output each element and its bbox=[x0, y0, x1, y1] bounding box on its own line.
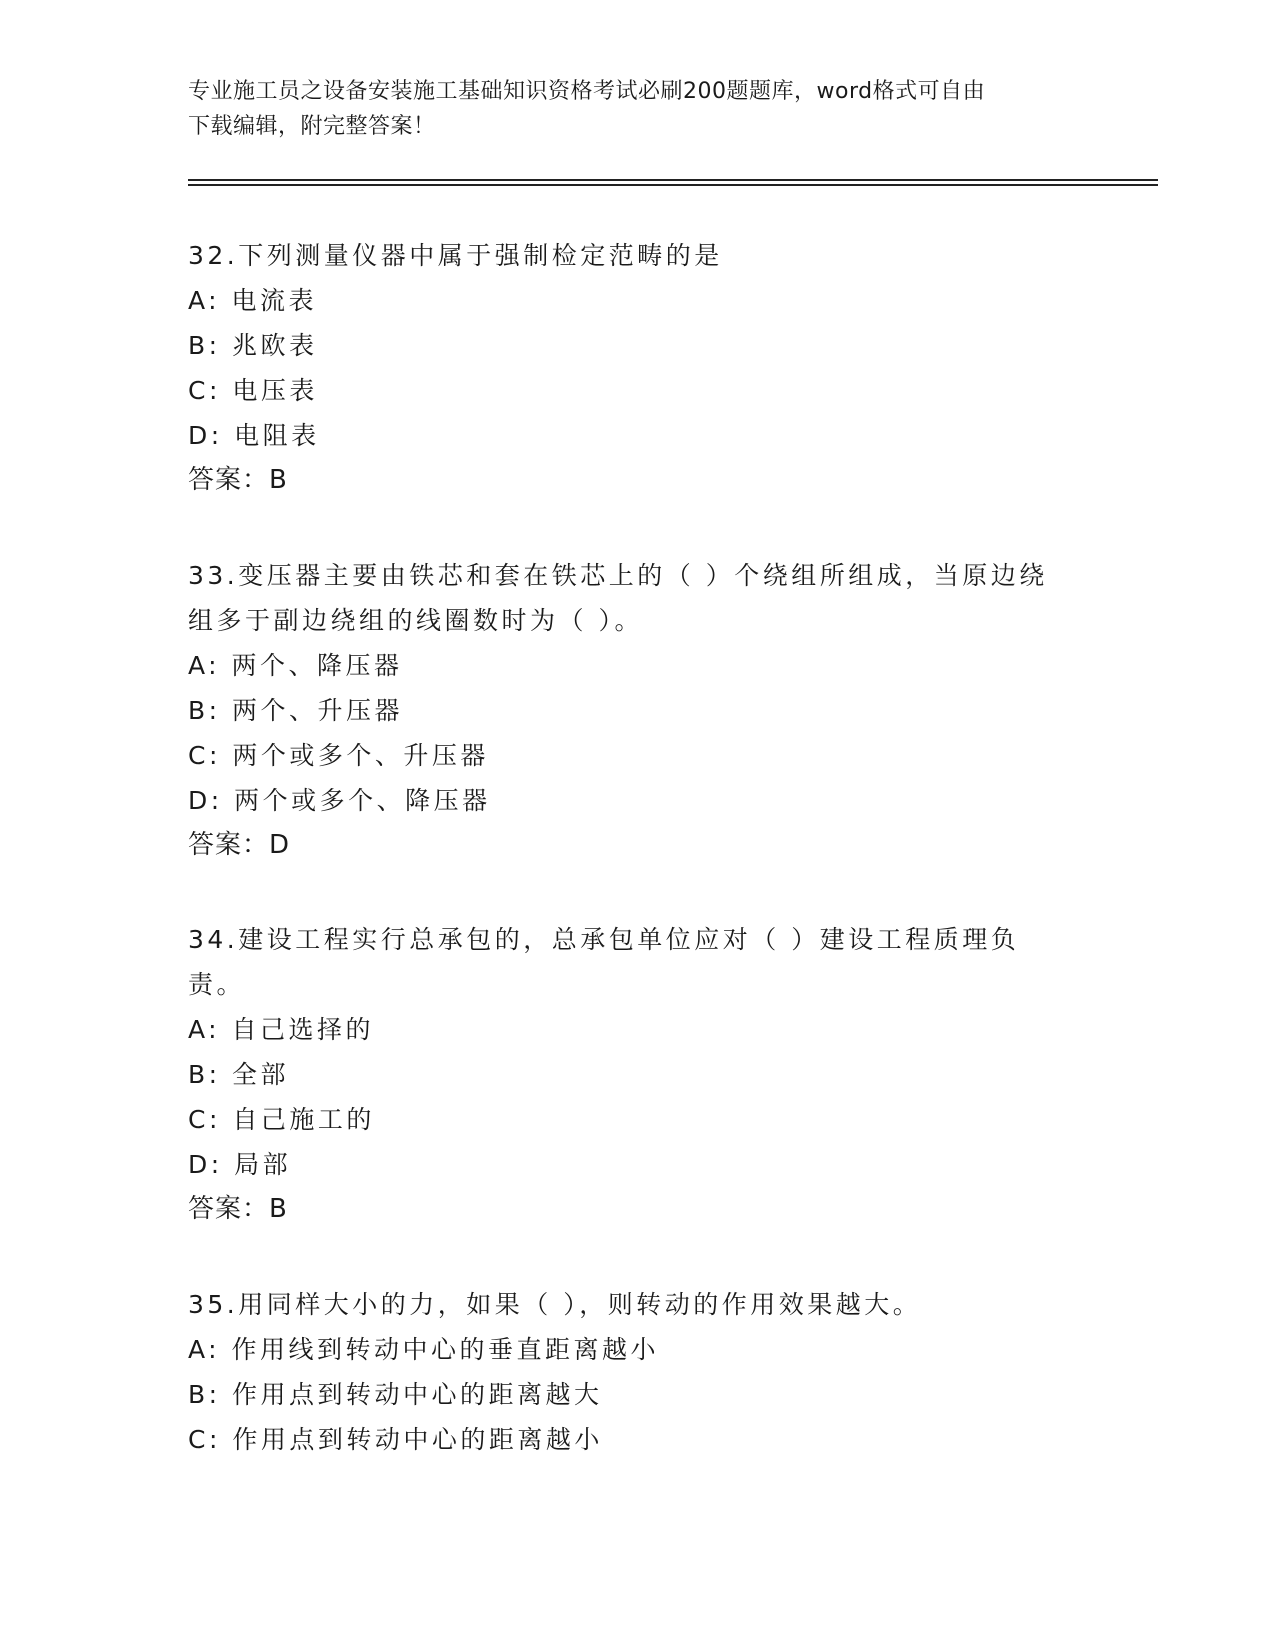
question-stem: 33.变压器主要由铁芯和套在铁芯上的（ ）个绕组所组成，当原边绕组多于副边绕组的线圈数时为（ ）。 bbox=[188, 561, 1048, 635]
document-header bbox=[188, 74, 1068, 144]
option-c: C: 电压表 bbox=[188, 376, 318, 405]
answer: 答案：D bbox=[188, 830, 291, 860]
answer: 答案：B bbox=[188, 1194, 288, 1224]
header-divider-bottom bbox=[188, 184, 1158, 186]
option-d: D: 电阻表 bbox=[188, 421, 320, 450]
option-a: A: 两个、降压器 bbox=[188, 651, 403, 680]
option-b: B: 作用点到转动中心的距离越大 bbox=[188, 1380, 603, 1409]
answer: 答案：B bbox=[188, 465, 288, 495]
question-34 bbox=[188, 917, 1068, 1232]
question-33 bbox=[188, 553, 1068, 868]
question-stem: 35.用同样大小的力，如果（ ），则转动的作用效果越大。 bbox=[188, 1290, 922, 1319]
header-line-1: 专业施工员之设备安装施工基础知识资格考试必刷200题题库，word格式可自由 bbox=[188, 79, 986, 104]
header-divider-top bbox=[188, 179, 1158, 181]
option-c: C: 自己施工的 bbox=[188, 1105, 375, 1134]
option-c: C: 两个或多个、升压器 bbox=[188, 741, 489, 770]
option-c: C: 作用点到转动中心的距离越小 bbox=[188, 1425, 603, 1454]
option-d: D: 两个或多个、降压器 bbox=[188, 786, 491, 815]
option-b: B: 兆欧表 bbox=[188, 331, 318, 360]
header-line-2: 下载编辑，附完整答案！ bbox=[188, 114, 436, 139]
option-a: A: 作用线到转动中心的垂直距离越小 bbox=[188, 1335, 660, 1364]
option-a: A: 自己选择的 bbox=[188, 1015, 375, 1044]
option-d: D: 局部 bbox=[188, 1150, 292, 1179]
question-stem: 32.下列测量仪器中属于强制检定范畴的是 bbox=[188, 241, 723, 270]
option-a: A: 电流表 bbox=[188, 286, 318, 315]
option-b: B: 全部 bbox=[188, 1060, 290, 1089]
question-stem: 34.建设工程实行总承包的，总承包单位应对（ ）建设工程质理负责。 bbox=[188, 925, 1020, 999]
option-b: B: 两个、升压器 bbox=[188, 696, 404, 725]
question-35 bbox=[188, 1282, 1068, 1462]
question-32 bbox=[188, 233, 1068, 503]
